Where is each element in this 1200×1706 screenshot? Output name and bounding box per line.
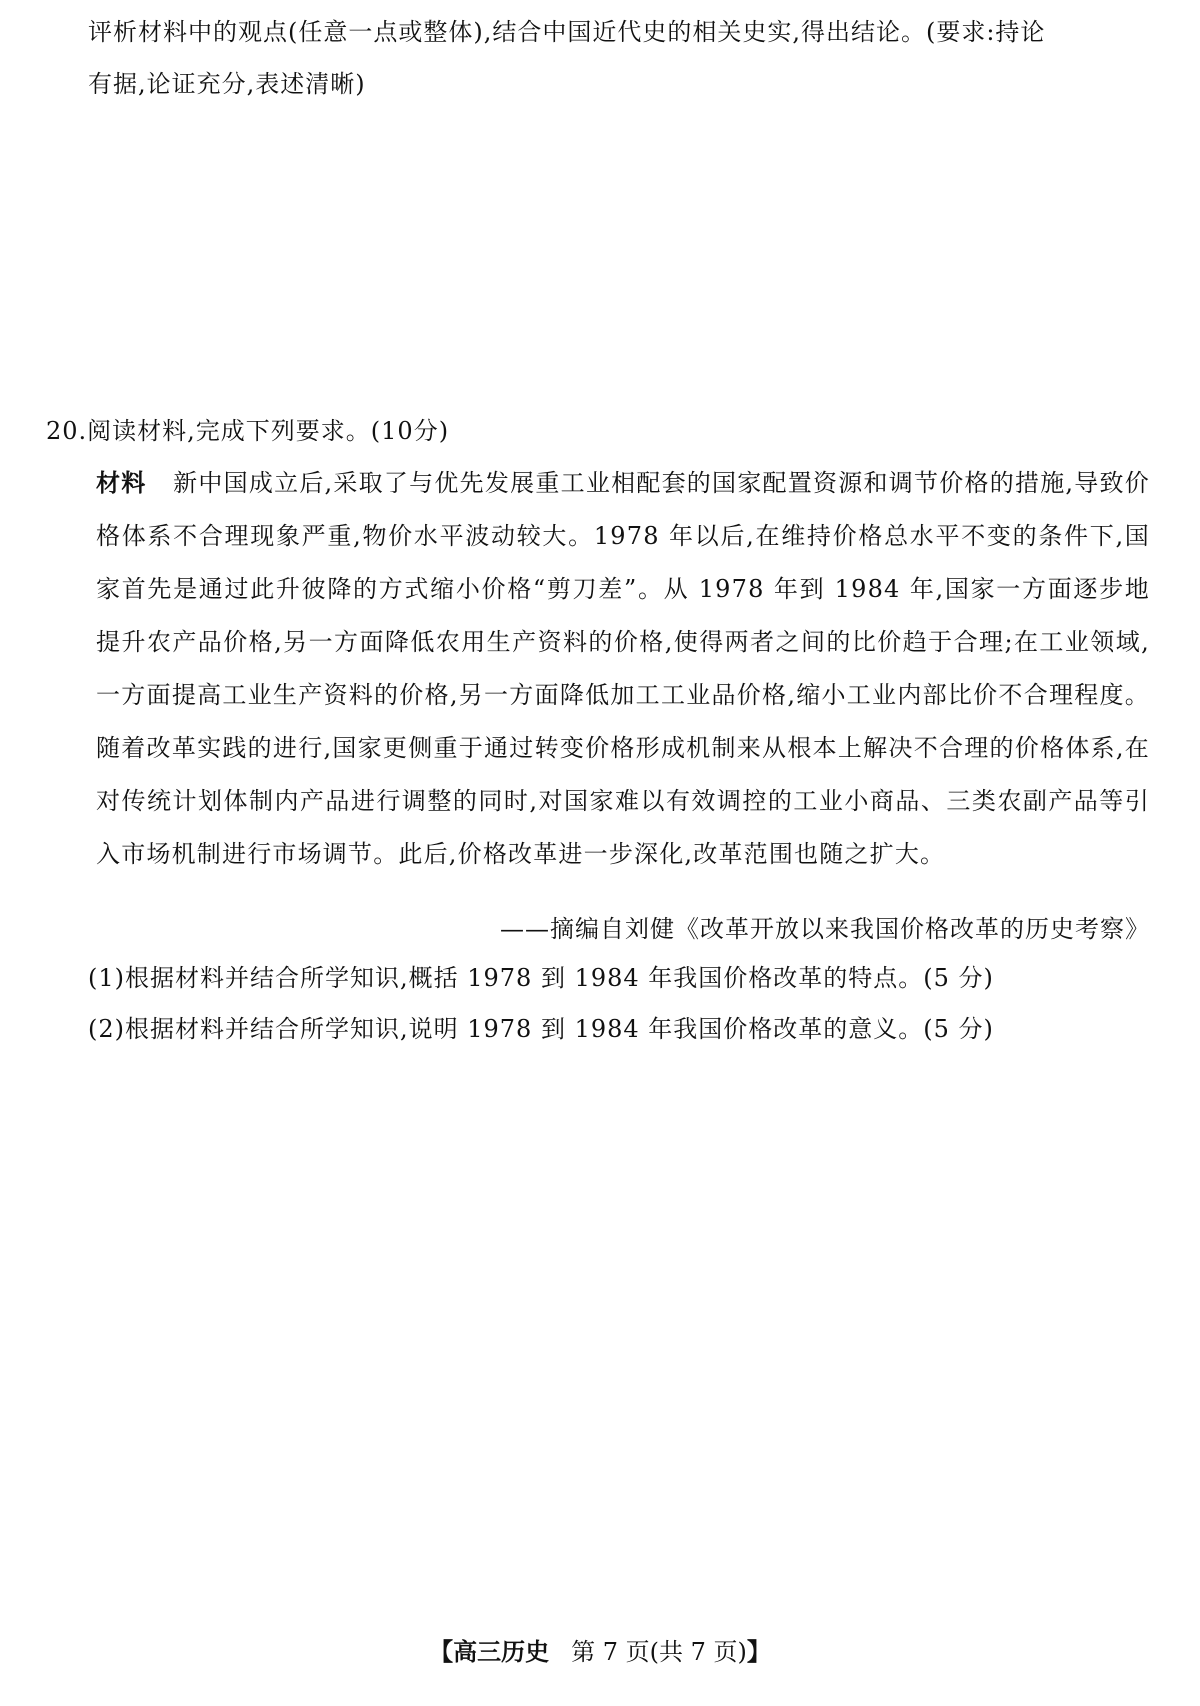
sub-question-1: (1)根据材料并结合所学知识,概括 1978 到 1984 年我国价格改革的特点。(5 分)	[88, 964, 994, 992]
page-footer	[0, 1636, 1200, 1668]
footer-subject: 高三历史	[453, 1638, 550, 1666]
footer-close-bracket: 】	[746, 1638, 771, 1666]
prev-question-line-2: 有据,论证充分,表述清晰)	[88, 70, 366, 98]
footer-page-number: 第 7 页(共 7 页)	[571, 1638, 747, 1666]
material-paragraph	[96, 457, 1150, 881]
sub-question-2: (2)根据材料并结合所学知识,说明 1978 到 1984 年我国价格改革的意义。(5 分)	[88, 1015, 994, 1043]
footer-open-bracket: 【	[429, 1638, 454, 1666]
material-text: 新中国成立后,采取了与优先发展重工业相配套的国家配置资源和调节价格的措施,导致价格体系不合理现象严重,物价水平波动较大。1978 年以后,在维持价格总水平不变的条件下,国家首先是通过此升彼降的方式缩小价格“剪刀差”。从 1978 年到 1984 年,国家一方面逐步地提升农产品价格,另一方面降低农用生产资料的价格,使得两者之间的比价趋于合理;在工业领域,一方面提高工业生产资料的价格,另一方面降低加工工业品价格,缩小工业内部比价不合理程度。随着改革实践的进行,国家更侧重于通过转变价格形成机制来从根本上解决不合理的价格体系,在对传统计划体制内产品进行调整的同时,对国家难以有效调控的工业小商品、三类农副产品等引入市场机制进行市场调节。此后,价格改革进一步深化,改革范围也随之扩大。	[96, 469, 1150, 868]
material-label: 材料	[96, 469, 147, 497]
prev-question-line-1: 评析材料中的观点(任意一点或整体),结合中国近代史的相关史实,得出结论。(要求:持论	[88, 18, 1046, 46]
question-20-heading: 20.阅读材料,完成下列要求。(10分)	[46, 417, 450, 445]
material-source: ——摘编自刘健《改革开放以来我国价格改革的历史考察》	[500, 915, 1150, 943]
